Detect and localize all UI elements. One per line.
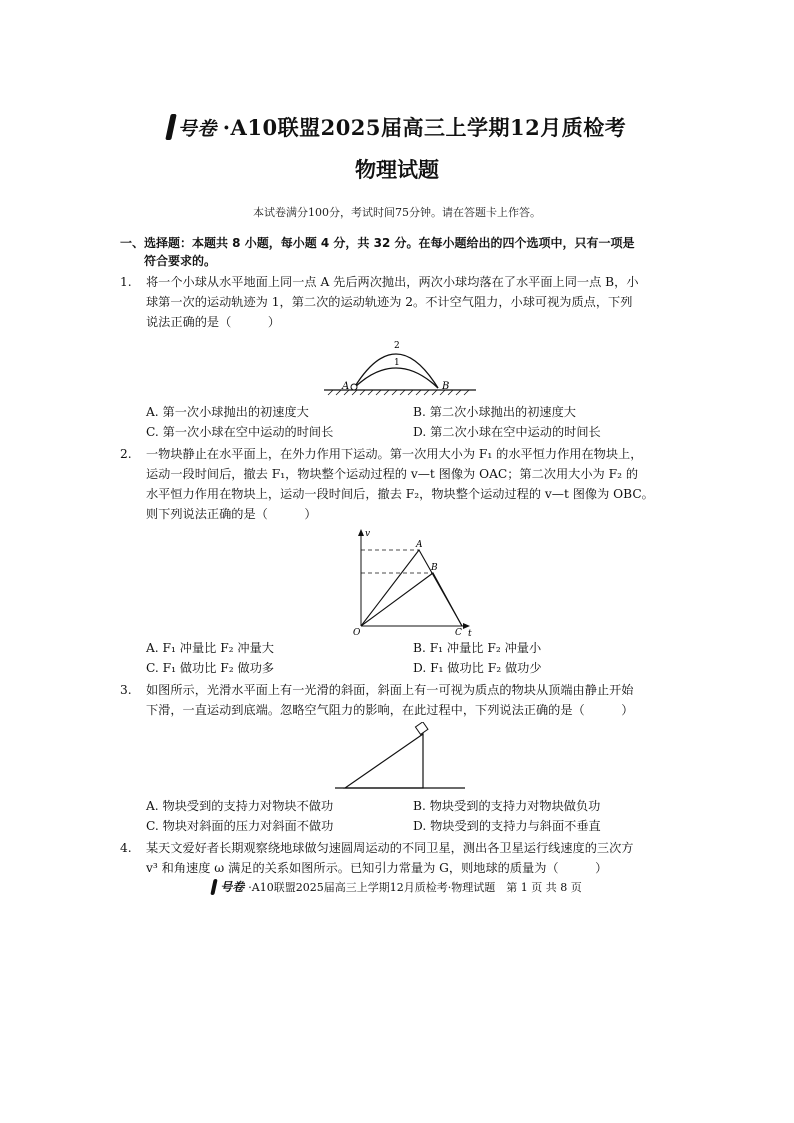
question-text-line: 则下列说法正确的是（ ） — [146, 507, 317, 521]
title-text: ·A10联盟2025届高三上学期12月质检考 — [222, 115, 627, 140]
question-1 — [120, 272, 680, 442]
option-a: A. 物块受到的支持力对物块不做功 — [146, 799, 334, 813]
option-b: B. 物块受到的支持力对物块做负功 — [413, 799, 601, 813]
vt-graph-figure — [120, 526, 680, 636]
question-text-line: 下滑，一直运动到底端。忽略空气阻力的影响，在此过程中，下列说法正确的是（ ） — [146, 703, 634, 717]
exam-subject-title: 物理试题 — [355, 157, 439, 182]
section-heading — [120, 234, 680, 270]
exam-content — [120, 234, 680, 878]
brush-stroke-icon — [211, 879, 218, 895]
projectile-figure — [120, 334, 680, 400]
option-a: A. 第一次小球抛出的初速度大 — [146, 405, 309, 419]
option-b: B. 第二次小球抛出的初速度大 — [413, 405, 576, 419]
option-b: B. F₁ 冲量比 F₂ 冲量小 — [413, 641, 542, 655]
footer-text: ·A10联盟2025届高三上学期12月质检考·物理试题 第 1 页 共 8 页 — [248, 880, 582, 894]
question-text-line: 某天文爱好者长期观察绕地球做匀速圆周运动的不同卫星，测出各卫星运行线速度的三次方 — [146, 841, 634, 855]
incline-diagram — [335, 722, 465, 794]
brand-logo — [168, 114, 217, 141]
section-heading-line: 一、选择题：本题共 8 小题，每小题 4 分，共 32 分。在每小题给出的四个选项中，只有一项是 — [120, 236, 635, 250]
question-text-line: 将一个小球从水平地面上同一点 A 先后两次抛出，两次小球均落在了水平面上同一点 B，小 — [146, 275, 639, 289]
point-a-label: A — [416, 540, 423, 550]
v-axis-label: v — [365, 529, 371, 539]
point-b-label: B — [431, 563, 438, 573]
brush-stroke-icon — [165, 114, 177, 140]
block-icon — [415, 722, 428, 734]
t-axis-label: t — [468, 629, 472, 636]
question-number: 4. — [120, 841, 132, 855]
question-number: 2. — [120, 447, 132, 461]
point-a-label: A — [342, 381, 350, 392]
point-c-label: C — [455, 628, 462, 636]
question-text-line: 一物块静止在水平面上，在外力作用下运动。第一次用大小为 F₁ 的水平恒力作用在物块上， — [146, 447, 643, 461]
vt-graph — [325, 526, 475, 636]
option-c: C. 第一次小球在空中运动的时间长 — [146, 425, 334, 439]
question-2 — [120, 444, 680, 678]
question-text-line: v³ 和角速度 ω 满足的关系如图所示。已知引力常量为 G，则地球的质量为（ ） — [146, 861, 608, 875]
question-text-line: 运动一段时间后，撤去 F₁，物块整个运动过程的 v—t 图像为 OAC；第二次用大小为 F₂ 的 — [146, 467, 639, 481]
section-heading-line: 符合要求的。 — [144, 254, 217, 268]
page-footer — [0, 878, 794, 895]
option-c: C. F₁ 做功比 F₂ 做功多 — [146, 661, 275, 675]
exam-title-line1 — [168, 112, 627, 142]
question-number: 3. — [120, 683, 132, 697]
question-text-line: 水平恒力作用在物块上，运动一段时间后，撤去 F₂，物块整个运动过程的 v—t 图像为 OBC。 — [146, 487, 654, 501]
incline-wedge — [345, 734, 423, 788]
footer-logo-text: 号卷 — [220, 880, 245, 894]
option-c: C. 物块对斜面的压力对斜面不做功 — [146, 819, 334, 833]
option-d: D. 物块受到的支持力与斜面不垂直 — [413, 819, 601, 833]
question-3 — [120, 680, 680, 836]
question-text-line: 说法正确的是（ ） — [146, 315, 281, 329]
exam-instructions: 本试卷满分100分，考试时间75分钟。请在答题卡上作答。 — [253, 206, 541, 219]
option-d: D. 第二次小球在空中运动的时间长 — [413, 425, 601, 439]
option-d: D. F₁ 做功比 F₂ 做功少 — [413, 661, 542, 675]
point-b-label: B — [442, 381, 450, 392]
question-number: 1. — [120, 275, 132, 289]
projectile-diagram — [320, 334, 480, 400]
v-axis-arrow-icon — [358, 529, 364, 536]
question-text-line: 如图所示，光滑水平面上有一光滑的斜面，斜面上有一可视为质点的物块从顶端由静止开始 — [146, 683, 634, 697]
trajectory-2-label: 2 — [394, 341, 400, 351]
footer-logo — [212, 878, 244, 895]
incline-figure — [120, 722, 680, 794]
trajectory-1-label: 1 — [394, 358, 400, 368]
question-text-line: 球第一次的运动轨迹为 1，第二次的运动轨迹为 2。不计空气阻力，小球可视为质点，下列 — [146, 295, 633, 309]
origin-label: O — [353, 628, 361, 636]
exam-header — [0, 112, 794, 184]
option-a: A. F₁ 冲量比 F₂ 冲量大 — [146, 641, 274, 655]
ball-icon — [351, 384, 357, 390]
question-4 — [120, 838, 680, 878]
logo-text: 号卷 — [177, 117, 217, 140]
